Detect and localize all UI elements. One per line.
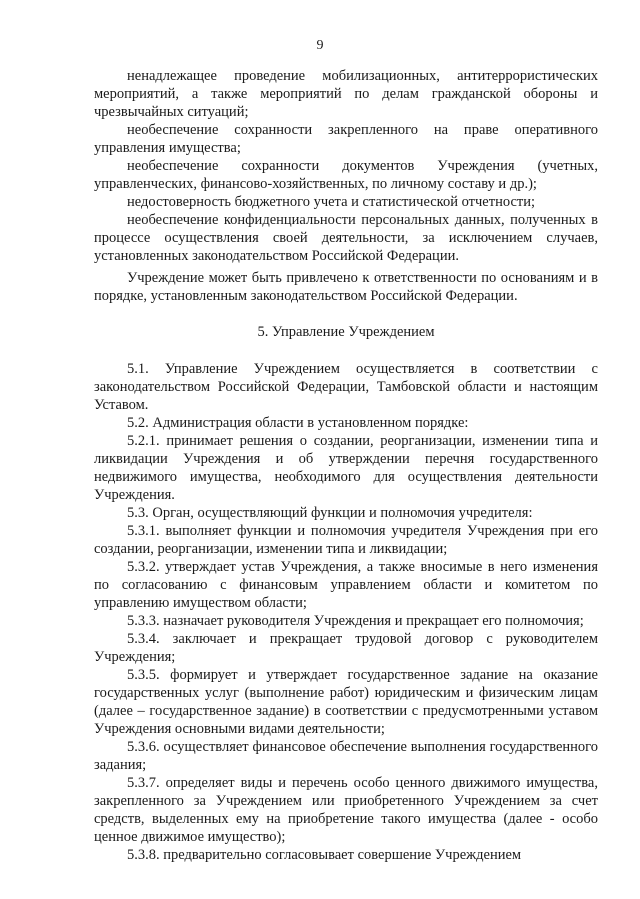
paragraph: Учреждение может быть привлечено к ответственности по основаниям и в порядке, установленным законодательством Российской Федерации.: [94, 270, 598, 304]
paragraph: 5.3. Орган, осуществляющий функции и полномочия учредителя:: [127, 505, 533, 521]
paragraph: необеспечение сохранности документов Учреждения (учетных, управленческих, финансово-хозяйственных, по личному составу и др.);: [94, 158, 598, 192]
page-number: 9: [316, 38, 324, 53]
paragraph: 5.3.4. заключает и прекращает трудовой договор с руководителем Учреждения;: [94, 631, 598, 665]
paragraph: ненадлежащее проведение мобилизационных, антитеррористических мероприятий, а также мероприятий по делам гражданской обороны и чрезвычайных ситуаций;: [94, 68, 598, 120]
paragraph: 5.1. Управление Учреждением осуществляется в соответствии с законодательством Российской Федерации, Тамбовской области и настоящим Уставом.: [94, 361, 598, 413]
paragraph: 5.3.7. определяет виды и перечень особо ценного движимого имущества, закрепленного за Учреждением или приобретенного Учреждением за счет средств, выделенных ему на приобретение такого имущества (далее - особо ценное движимое имущество);: [94, 775, 598, 845]
paragraph: недостоверность бюджетного учета и статистической отчетности;: [127, 194, 536, 210]
paragraph: 5.3.8. предварительно согласовывает совершение Учреждением: [127, 847, 522, 863]
document-body: [94, 67, 598, 864]
paragraph: 5.3.3. назначает руководителя Учреждения и прекращает его полномочия;: [127, 613, 584, 629]
section-heading: 5. Управление Учреждением: [257, 324, 435, 340]
paragraph: 5.2. Администрация области в установленном порядке:: [127, 415, 469, 431]
paragraph: 5.3.1. выполняет функции и полномочия учредителя Учреждения при его создании, реорганизации, изменении типа и ликвидации;: [94, 523, 598, 557]
paragraph: необеспечение сохранности закрепленного на праве оперативного управления имущества;: [94, 122, 598, 156]
paragraph: 5.3.6. осуществляет финансовое обеспечение выполнения государственного задания;: [94, 739, 598, 773]
paragraph: 5.3.5. формирует и утверждает государственное задание на оказание государственных услуг (выполнение работ) юридическим и физическим лицам (далее – государственное задание) в соответствии с предусмотренными уставом Учреждения основными видами деятельности;: [94, 667, 598, 737]
paragraph: 5.3.2. утверждает устав Учреждения, а также вносимые в него изменения по согласованию с финансовым управлением области и комитетом по управлению имуществом области;: [94, 559, 598, 611]
paragraph: необеспечение конфиденциальности персональных данных, полученных в процессе осуществления своей деятельности, за исключением случаев, установленных законодательством Российской Федерации.: [94, 212, 598, 264]
paragraph: 5.2.1. принимает решения о создании, реорганизации, изменении типа и ликвидации Учреждения и об утверждении перечня государственного недвижимого имущества, необходимого для осуществления деятельности Учреждения.: [94, 433, 598, 503]
